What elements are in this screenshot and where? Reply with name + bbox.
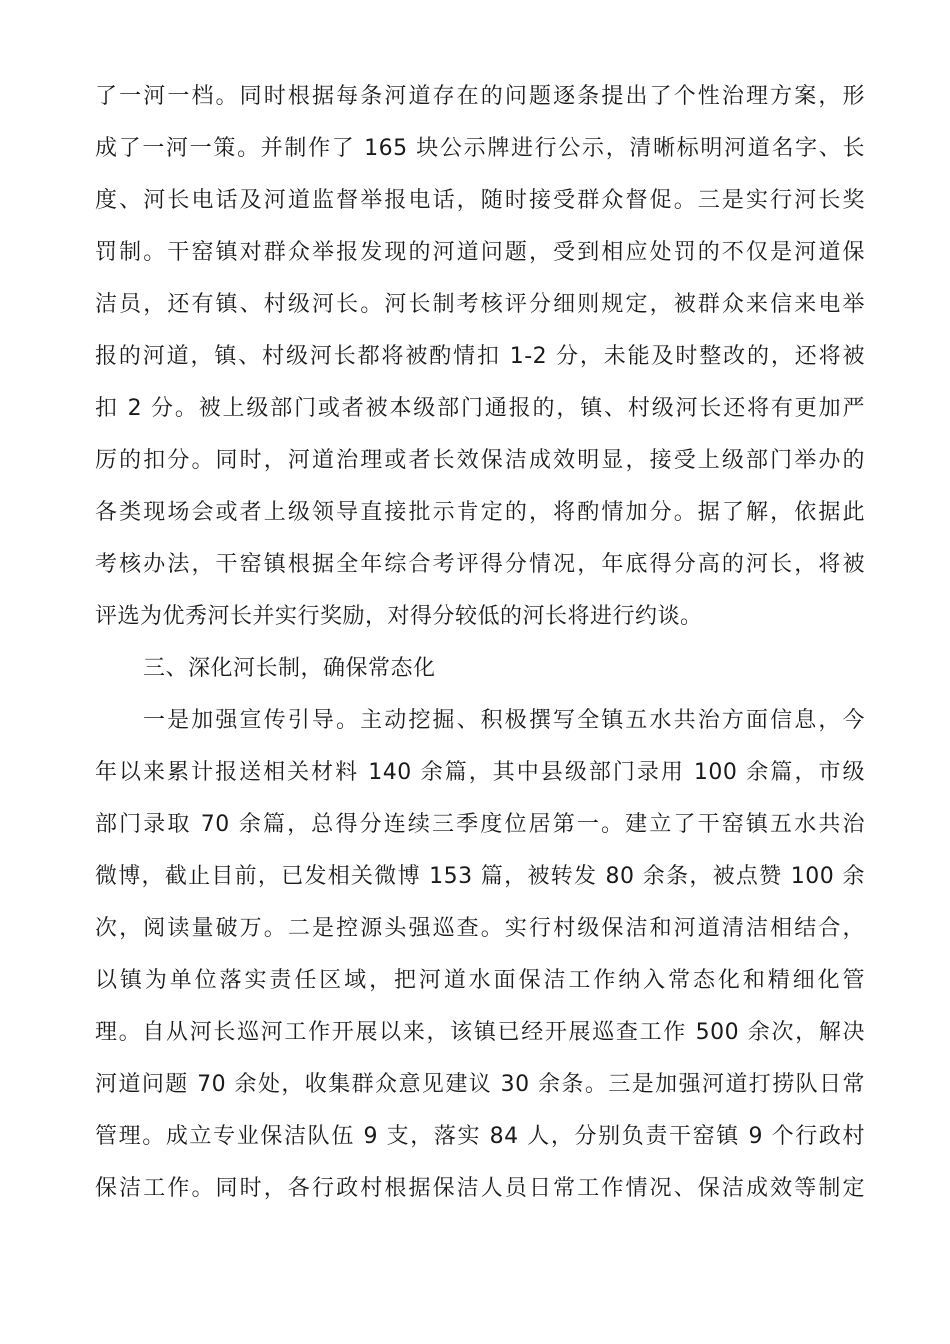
text-line: 考核办法，干窑镇根据全年综合考评得分情况，年底得分高的河长，将被 bbox=[95, 552, 865, 577]
text-line: 河道问题 70 余处，收集群众意见建议 30 余条。三是加强河道打捞队日常 bbox=[95, 1072, 865, 1097]
text-line: 报的河道，镇、村级河长都将被酌情扣 1-2 分，未能及时整改的，还将被 bbox=[95, 344, 865, 369]
text-line: 扣 2 分。被上级部门或者被本级部门通报的，镇、村级河长还将有更加严 bbox=[95, 396, 865, 421]
text-line: 年以来累计报送相关材料 140 余篇，其中县级部门录用 100 余篇，市级 bbox=[95, 760, 865, 785]
text-line: 各类现场会或者上级领导直接批示肯定的，将酌情加分。据了解，依据此 bbox=[95, 500, 865, 525]
text-line: 以镇为单位落实责任区域，把河道水面保洁工作纳入常态化和精细化管 bbox=[95, 968, 865, 993]
text-line: 罚制。干窑镇对群众举报发现的河道问题，受到相应处罚的不仅是河道保 bbox=[95, 240, 865, 265]
text-line: 理。自从河长巡河工作开展以来，该镇已经开展巡查工作 500 余次，解决 bbox=[95, 1020, 865, 1045]
text-line: 度、河长电话及河道监督举报电话，随时接受群众督促。三是实行河长奖 bbox=[95, 188, 865, 213]
text-line: 了一河一档。同时根据每条河道存在的问题逐条提出了个性治理方案，形 bbox=[95, 84, 865, 109]
text-line: 评选为优秀河长并实行奖励，对得分较低的河长将进行约谈。 bbox=[95, 604, 703, 629]
text-line: 成了一河一策。并制作了 165 块公示牌进行公示，清晰标明河道名字、长 bbox=[95, 136, 865, 161]
text-line: 洁员，还有镇、村级河长。河长制考核评分细则规定，被群众来信来电举 bbox=[95, 292, 865, 317]
text-line: 微博，截止目前，已发相关微博 153 篇，被转发 80 余条，被点赞 100 余 bbox=[95, 864, 865, 889]
text-line: 一是加强宣传引导。主动挖掘、积极撰写全镇五水共治方面信息，今 bbox=[143, 708, 865, 733]
text-line: 次，阅读量破万。二是控源头强巡查。实行村级保洁和河道清洁相结合， bbox=[95, 916, 865, 941]
text-line: 厉的扣分。同时，河道治理或者长效保洁成效明显，接受上级部门举办的 bbox=[95, 448, 865, 473]
text-line: 部门录取 70 余篇，总得分连续三季度位居第一。建立了干窑镇五水共治 bbox=[95, 812, 865, 837]
section-heading: 三、深化河长制，确保常态化 bbox=[143, 656, 436, 681]
text-line: 管理。成立专业保洁队伍 9 支，落实 84 人，分别负责干窑镇 9 个行政村 bbox=[95, 1124, 865, 1149]
text-line: 保洁工作。同时，各行政村根据保洁人员日常工作情况、保洁成效等制定 bbox=[95, 1176, 865, 1201]
